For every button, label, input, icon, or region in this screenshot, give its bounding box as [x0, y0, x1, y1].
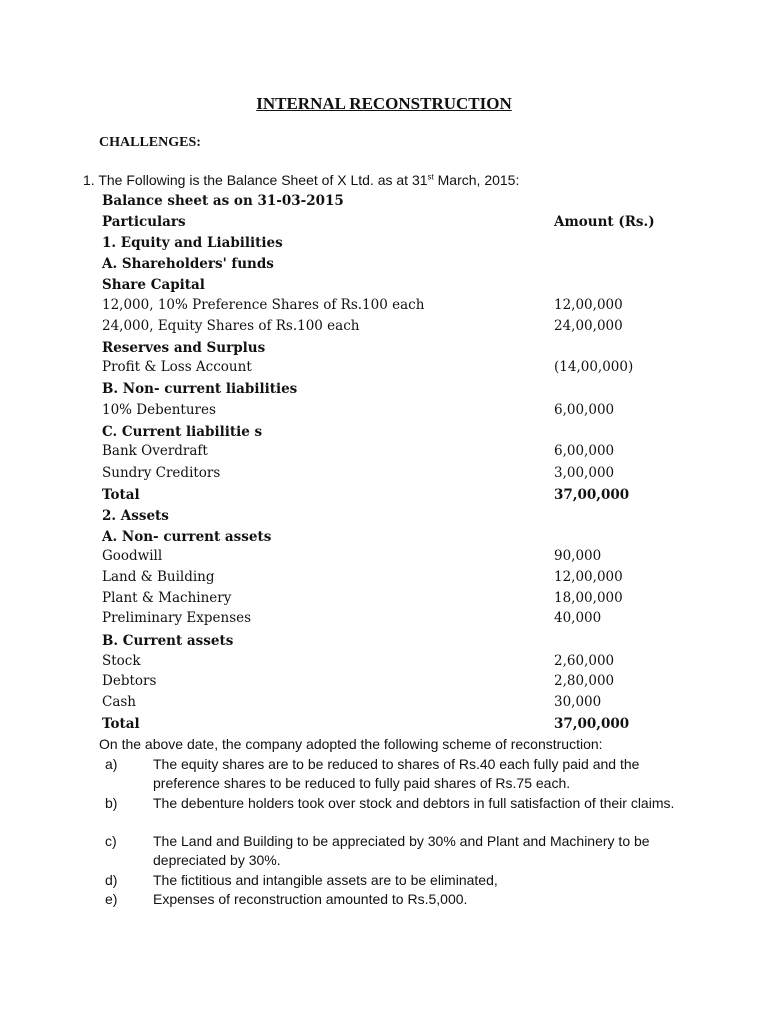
table-row — [102, 633, 682, 653]
table-row — [102, 297, 682, 317]
col-particulars: Particulars — [102, 214, 186, 230]
question-statement — [83, 172, 519, 188]
table-row — [102, 256, 682, 276]
list-text: Expenses of reconstruction amounted to Rs.5,000. — [153, 891, 468, 907]
row-label: Profit & Loss Account — [102, 359, 252, 375]
row-label: Reserves and Surplus — [102, 340, 266, 356]
list-text: The Land and Building to be appreciated by 30% and Plant and Machinery to be depreciated by 30%. — [153, 833, 650, 868]
row-label: 2. Assets — [102, 508, 169, 524]
row-label: Debtors — [102, 673, 157, 689]
row-amount: 90,000 — [554, 548, 602, 564]
row-amount: 37,00,000 — [554, 716, 630, 732]
list-item — [105, 832, 685, 870]
question-text-start: 1. The Following is the Balance Sheet of X Ltd. as at 31 — [83, 172, 428, 188]
row-label: B. Current assets — [102, 633, 234, 649]
table-row — [102, 487, 682, 507]
table-row — [102, 277, 682, 297]
row-amount: (14,00,000) — [554, 359, 634, 375]
row-label: A. Non- current assets — [102, 529, 272, 545]
row-label: Stock — [102, 653, 141, 669]
table-row — [102, 381, 682, 401]
row-amount: 30,000 — [554, 694, 602, 710]
list-text: The debenture holders took over stock and debtors in full satisfaction of their claims. — [153, 795, 675, 811]
table-row — [102, 318, 682, 338]
table-row — [102, 443, 682, 463]
list-marker: a) — [105, 756, 118, 772]
row-amount: 37,00,000 — [554, 487, 630, 503]
table-row — [102, 548, 682, 568]
row-label: 1. Equity and Liabilities — [102, 235, 283, 251]
row-label: Share Capital — [102, 277, 205, 293]
list-marker: d) — [105, 872, 118, 888]
row-label: Plant & Machinery — [102, 590, 232, 606]
list-text: The equity shares are to be reduced to shares of Rs.40 each fully paid and the preference shares to be reduced to fully paid shares of Rs.75 each. — [153, 756, 640, 791]
row-label: 10% Debentures — [102, 402, 216, 418]
question-text-end: March, 2015: — [433, 172, 520, 188]
scheme-intro: On the above date, the company adopted the following scheme of reconstruction: — [99, 736, 603, 752]
row-label: Total — [102, 487, 140, 503]
row-label: Preliminary Expenses — [102, 610, 252, 626]
table-row — [102, 716, 682, 736]
list-item — [105, 794, 685, 832]
table-row — [102, 673, 682, 693]
row-amount: 12,00,000 — [554, 297, 623, 313]
row-label: 12,000, 10% Preference Shares of Rs.100 each — [102, 297, 425, 313]
row-label: Cash — [102, 694, 137, 710]
balance-sheet-heading — [102, 193, 682, 213]
list-marker: c) — [105, 833, 117, 849]
section-heading: CHALLENGES: — [99, 135, 201, 150]
table-row — [102, 508, 682, 528]
table-row — [102, 359, 682, 379]
list-marker: e) — [105, 891, 118, 907]
col-amount: Amount (Rs.) — [554, 214, 655, 230]
row-label: Land & Building — [102, 569, 215, 585]
table-row — [102, 694, 682, 714]
document-title: INTERNAL RECONSTRUCTION — [256, 94, 512, 113]
row-amount: 40,000 — [554, 610, 602, 626]
list-marker: b) — [105, 795, 118, 811]
row-amount: 2,60,000 — [554, 653, 615, 669]
table-row — [102, 653, 682, 673]
ordinal-suffix: st — [427, 172, 434, 182]
table-row — [102, 402, 682, 422]
table-row — [102, 529, 682, 549]
row-label: A. Shareholders' funds — [102, 256, 274, 272]
table-row — [102, 235, 682, 255]
row-amount: 2,80,000 — [554, 673, 615, 689]
table-row — [102, 465, 682, 485]
row-label: Total — [102, 716, 140, 732]
table-row — [102, 424, 682, 444]
row-label: C. Current liabilitie s — [102, 424, 263, 440]
row-label: Bank Overdraft — [102, 443, 208, 459]
table-row — [102, 569, 682, 589]
row-amount: 6,00,000 — [554, 402, 615, 418]
list-item — [105, 871, 685, 890]
list-item — [105, 890, 685, 909]
row-amount: 24,00,000 — [554, 318, 623, 334]
column-headers — [102, 214, 682, 234]
table-row — [102, 340, 682, 360]
list-item — [105, 755, 685, 793]
row-label: 24,000, Equity Shares of Rs.100 each — [102, 318, 360, 334]
row-label: Goodwill — [102, 548, 163, 564]
table-row — [102, 590, 682, 610]
row-amount: 18,00,000 — [554, 590, 623, 606]
row-amount: 12,00,000 — [554, 569, 623, 585]
row-label: B. Non- current liabilities — [102, 381, 298, 397]
list-text: The fictitious and intangible assets are to be eliminated, — [153, 872, 498, 888]
row-amount: 6,00,000 — [554, 443, 615, 459]
table-row — [102, 610, 682, 630]
balance-sheet-heading-text: Balance sheet as on 31-03-2015 — [102, 193, 344, 209]
row-label: Sundry Creditors — [102, 465, 221, 481]
row-amount: 3,00,000 — [554, 465, 615, 481]
